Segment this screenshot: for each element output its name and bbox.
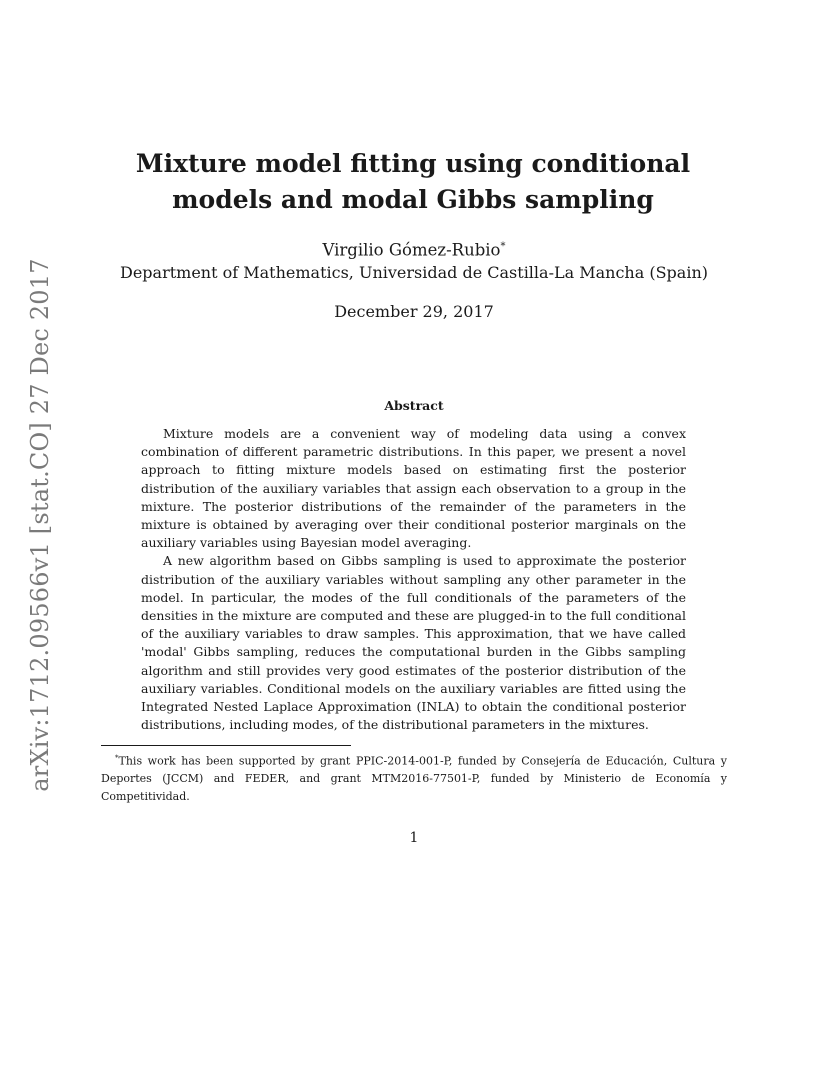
- arxiv-identifier-stamp: arXiv:1712.09566v1 [stat.CO] 27 Dec 2017: [26, 258, 54, 792]
- author-name: Virgilio Gómez-Rubio: [322, 240, 501, 260]
- page-number: 1: [409, 830, 419, 846]
- author-footnote-mark: *: [500, 241, 506, 252]
- abstract-body: [141, 425, 686, 734]
- author-affiliation: Department of Mathematics, Universidad de Castilla-La Mancha (Spain): [119, 263, 708, 282]
- author-line: [0, 237, 828, 261]
- footnote: [101, 750, 727, 805]
- footnote-divider: [101, 745, 351, 746]
- abstract-paragraph: Mixture models are a convenient way of modeling data using a convex combination of different parametric distributions. In this paper, we present a novel approach to fitting mixture models based on estimating first the posterior distribution of the auxiliary variables that assign each observation to a group in the mixture. The posterior distributions of the remainder of the parameters in the mixture is obtained by averaging over their conditional posterior marginals on the auxiliary variables using Bayesian model averaging.: [141, 426, 686, 551]
- footnote-mark: *: [115, 754, 119, 762]
- abstract-paragraph: A new algorithm based on Gibbs sampling is used to approximate the posterior distribution of the auxiliary variables without sampling any other parameter in the model. In particular, the modes of the full conditionals of the parameters of the densities in the mixture are computed and these are plugged-in to the full conditional of the auxiliary variables to draw samples. This approximation, that we have called 'modal' Gibbs sampling, reduces the computational burden in the Gibbs sampling algorithm and still provides very good estimates of the posterior distribution of the auxiliary variables. Conditional models on the auxiliary variables are fitted using the Integrated Nested Laplace Approximation (INLA) to obtain the conditional posterior distributions, including modes, of the distributional parameters in the mixtures.: [141, 553, 686, 733]
- paper-title: Mixture model fitting using conditional models and modal Gibbs sampling: [135, 149, 691, 214]
- footnote-text: This work has been supported by grant PPIC-2014-001-P, funded by Consejería de Educación, Cultura y Deportes (JCCM) and FEDER, and grant MTM2016-77501-P, funded by Ministerio de Economía y Competitividad.: [101, 754, 727, 803]
- abstract-heading: Abstract: [384, 398, 444, 413]
- publication-date: December 29, 2017: [334, 302, 494, 321]
